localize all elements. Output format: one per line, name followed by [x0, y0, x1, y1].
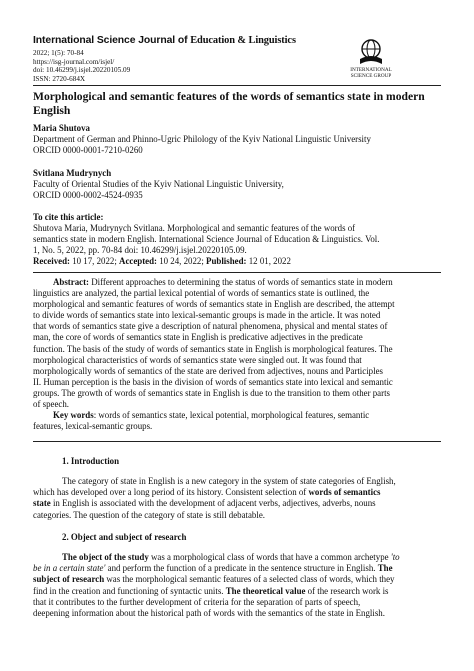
- author-2: [33, 168, 284, 201]
- abstract-label: Abstract:: [53, 277, 89, 287]
- accepted-label: Accepted:: [119, 256, 157, 266]
- abstract-line: II. Human perception is the basis in the division of words of semantics state into lexical and semantic: [33, 376, 393, 387]
- body-run: was a morphological class of words that have a common archetype: [148, 552, 391, 562]
- section-heading-object-subject: 2. Object and subject of research: [62, 532, 187, 542]
- body-line: [33, 586, 441, 597]
- object-subject-text: [33, 552, 441, 619]
- keywords-line: : words of semantics state, lexical potential, morphological features, semantic: [93, 410, 370, 421]
- meta-issn: ISSN: 2720-684X: [33, 74, 86, 83]
- body-line: [33, 574, 441, 585]
- body-emphasis: The theoretical value: [225, 585, 306, 596]
- header-rule: [33, 85, 441, 86]
- author-affiliation: Department of German and Phinno-Ugric Philology of the Kyiv National Linguistic University: [33, 134, 371, 144]
- citation-block: [33, 212, 441, 267]
- meta-doi: doi: 10.46299/j.isjel.20220105.09: [33, 66, 131, 74]
- body-italic: be in a certain state': [33, 563, 106, 574]
- abstract-line: groups. The growth of words of semantics state in English is due to the transition to them other parts: [33, 387, 390, 398]
- body-line: The category of state in English is a new category in the system of state categories of English,: [62, 476, 396, 486]
- citation-line: 1, No. 5, 2022, pp. 70-84 doi: 10.46299/j.isjel.20220105.09.: [33, 245, 247, 255]
- body-line: [33, 563, 441, 574]
- author-orcid: ORCID 0000-0002-4524-0935: [33, 190, 143, 200]
- journal-name: [33, 35, 323, 46]
- abstract-block: [33, 277, 441, 432]
- body-run: in English is associated with the development of adjacent verbs, adjectives, adverbs, nouns: [50, 498, 376, 509]
- author-name: Maria Shutova: [33, 123, 90, 133]
- body-emphasis: subject of research: [33, 574, 105, 585]
- abstract-line: of speech.: [33, 399, 69, 410]
- body-emphasis: The object of the study: [62, 552, 149, 562]
- received-date: 10 17, 2022;: [69, 256, 120, 266]
- abstract-line: morphological characteristics of words of semantics state were singled out. It was found that: [33, 354, 362, 365]
- author-name: Svitlana Mudrynych: [33, 168, 112, 178]
- article-title: Morphological and semantic features of the words of semantics state in modern English: [33, 90, 425, 117]
- body-emphasis: words of semantics: [308, 487, 381, 498]
- author-1: [33, 123, 371, 156]
- body-line: [33, 498, 441, 509]
- published-date: 12 01, 2022: [246, 256, 291, 266]
- citation-line: Shutova Maria, Mudrynych Svitlana. Morphological and semantic features of the words of: [33, 223, 356, 233]
- body-line: [33, 552, 441, 563]
- body-line: [33, 487, 441, 498]
- keywords-line: features, lexical-semantic groups.: [33, 421, 153, 432]
- abstract-bottom-rule: [33, 441, 441, 442]
- body-run: find in the creation and functioning of syntactic units.: [33, 585, 226, 596]
- abstract-line: morphological and semantic features of words of semantics state in English are described, the attempt: [33, 299, 395, 310]
- logo-text-1: INTERNATIONAL: [350, 67, 392, 73]
- citation-heading: To cite this article:: [33, 212, 104, 222]
- author-affiliation: Faculty of Oriental Studies of the Kyiv National Linguistic University,: [33, 179, 284, 189]
- journal-name-part: International Science Journal of: [33, 35, 191, 46]
- keywords-label: Key words: [53, 410, 94, 421]
- abstract-line: linguistics are analyzed, the partial lexical potential of words of semantics state is outlined, the: [33, 288, 370, 299]
- publication-dates: [33, 256, 441, 267]
- abstract-text: [33, 277, 441, 432]
- abstract-line: morphologically words of semantics of the state are derived from adjectives, nouns and Participles: [33, 365, 383, 376]
- body-emphasis: state: [33, 498, 51, 509]
- section-heading-introduction: 1. Introduction: [62, 456, 120, 466]
- citation-line: semantics state in modern English. International Science Journal of Education & Linguistics. Vol.: [33, 234, 380, 244]
- published-label: Published:: [206, 256, 247, 266]
- journal-meta: [33, 49, 130, 83]
- abstract-line: Different approaches to determining the status of words of semantics state in modern: [91, 277, 393, 287]
- abstract-line: man, the core of words of semantics state in English is predicative adjectives in the predicate: [33, 332, 363, 343]
- journal-name-subject: Education & Linguistics: [190, 35, 296, 46]
- abstract-line: function. The basis of the study of words of semantics state in English is morphological features. The: [33, 343, 393, 354]
- meta-url[interactable]: https://isg-journal.com/isjel/: [33, 57, 115, 66]
- abstract-top-rule: [33, 272, 441, 273]
- accepted-date: 10 24, 2022;: [156, 256, 207, 266]
- introduction-text: [33, 476, 441, 521]
- meta-issue: 2022; 1(5): 70-84: [33, 49, 84, 57]
- received-label: Received:: [33, 256, 70, 266]
- body-run: and perform the function of a predicate in the sentence structure in English.: [105, 563, 378, 574]
- logo-text-2: SCIENCE GROUP: [350, 73, 392, 79]
- publisher-logo: [340, 37, 402, 79]
- globe-book-icon: [356, 37, 386, 67]
- body-run: of the research work is: [305, 585, 389, 596]
- body-line: that it contributes to the further development of criteria for the separation of parts of speech,: [33, 596, 361, 607]
- body-italic: 'to: [390, 552, 400, 562]
- body-emphasis: The: [377, 563, 393, 574]
- body-line: categories. The question of the category of state is still debatable.: [33, 509, 265, 520]
- body-run: which has developed over a long period of its history. Consistent selection of: [33, 487, 309, 498]
- abstract-line: to divide words of semantics state into lexical-semantic groups is made in the article. It was noted: [33, 310, 381, 321]
- body-run: was the morphological semantic features of a selected class of words, which they: [104, 574, 395, 585]
- author-orcid: ORCID 0000-0001-7210-0260: [33, 145, 143, 155]
- body-line: deepening information about the historical path of words with the semantics of the state in English.: [33, 608, 385, 619]
- abstract-line: that words of semantics state give a description of natural phenomena, physical and mental states of: [33, 321, 388, 332]
